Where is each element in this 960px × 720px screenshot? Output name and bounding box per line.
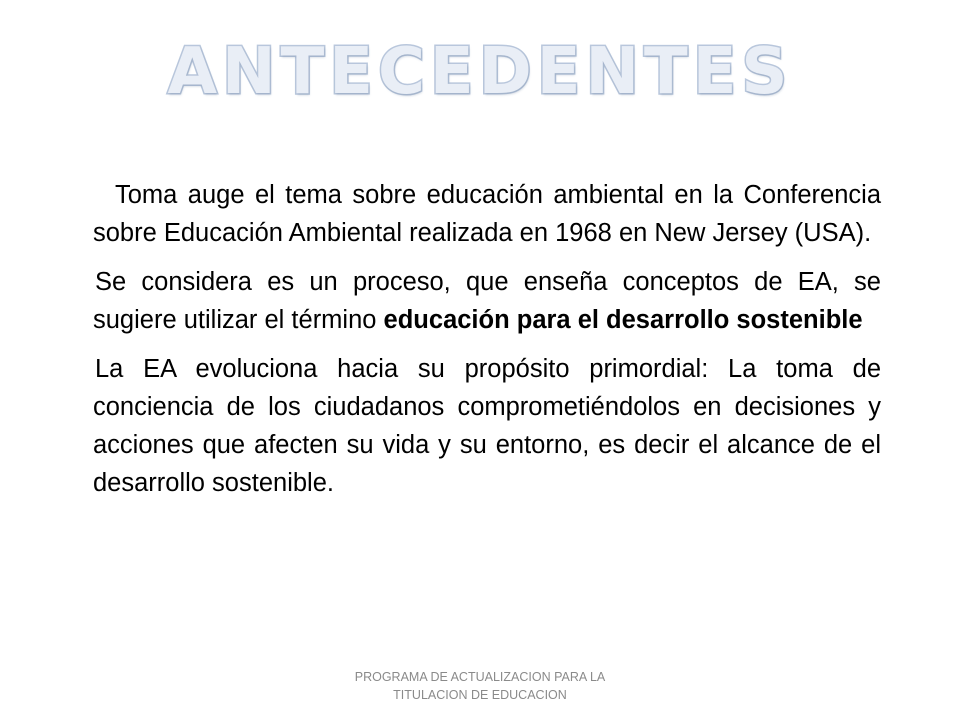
paragraph-3: La EA evoluciona hacia su propósito primordial: La toma de conciencia de los ciudadanos comprometiéndolos en decisiones y acciones que afecten su vida y su entorno, es decir el alcance de el desarrollo sostenible.	[93, 355, 881, 497]
slide-body	[93, 176, 881, 513]
paragraph-2	[93, 263, 881, 339]
slide-footer	[0, 668, 960, 704]
footer-line-1: PROGRAMA DE ACTUALIZACION PARA LA	[354, 670, 606, 684]
title-container	[0, 35, 960, 109]
paragraph-2-bold-term: educación para el desarrollo sostenible	[383, 306, 863, 334]
slide-title: ANTECEDENTES	[167, 35, 793, 109]
paragraph-1: Toma auge el tema sobre educación ambiental en la Conferencia sobre Educación Ambiental realizada en 1968 en New Jersey (USA).	[93, 181, 881, 247]
paragraph-2-text: Se considera es un proceso, que enseña conceptos de EA, se sugiere utilizar el término	[93, 268, 881, 334]
footer-line-2: TITULACION DE EDUCACION	[393, 688, 567, 702]
